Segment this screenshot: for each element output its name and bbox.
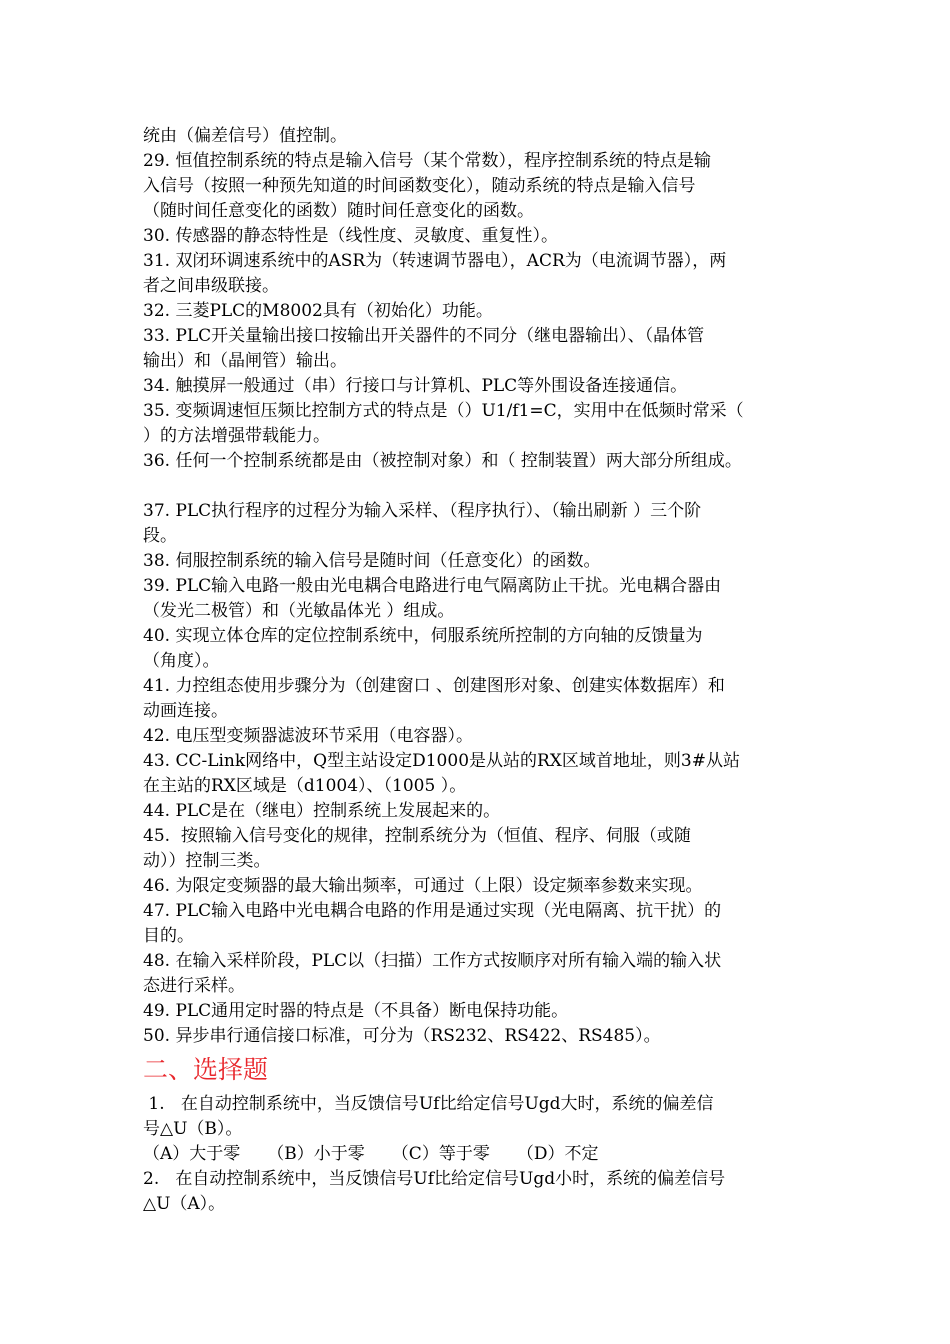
fill-in-item-line: 态进行采样。 [143,976,245,996]
fill-in-item [143,124,823,149]
fill-in-item-line: 30. 传感器的静态特性是（线性度、灵敏度、重复性）。 [143,226,558,246]
fill-in-item [143,374,823,399]
fill-in-item-line: 33. PLC开关量输出接口按输出开关器件的不同分（继电器输出）、（晶体管 [143,326,705,346]
fill-in-item [143,324,823,374]
fill-in-item-line: 35. 变频调速恒压频比控制方式的特点是（）U1/f1=C，实用中在低频时常采（ [143,401,744,421]
fill-in-item-line: 36. 任何一个控制系统都是由（被控制对象）和（ 控制装置）两大部分所组成。 [143,451,742,471]
fill-in-item-line: 输出）和（晶闸管）输出。 [143,351,347,371]
fill-in-item-line: （随时间任意变化的函数）随时间任意变化的函数。 [143,201,534,221]
choice-question-item [143,1092,823,1167]
fill-in-item [143,624,823,674]
fill-in-item-line: 者之间串级联接。 [143,276,279,296]
fill-in-item-line: 40. 实现立体仓库的定位控制系统中，伺服系统所控制的方向轴的反馈量为 [143,626,703,646]
fill-in-item [143,949,823,999]
fill-in-answers-section [143,124,823,1049]
fill-in-item [143,724,823,749]
fill-in-item [143,449,823,499]
choice-questions-section [143,1092,823,1217]
fill-in-item-line: （角度）。 [143,651,220,671]
fill-in-item [143,249,823,299]
fill-in-item-line: 29. 恒值控制系统的特点是输入信号（某个常数），程序控制系统的特点是输 [143,151,711,171]
fill-in-item-line: 31. 双闭环调速系统中的ASR为（转速调节器电），ACR为（电流调节器），两 [143,251,727,271]
fill-in-item [143,799,823,824]
fill-in-item [143,874,823,899]
choice-question-item-line: 2. 在自动控制系统中，当反馈信号Uf比给定信号Ugd小时，系统的偏差信号 [143,1169,726,1189]
fill-in-item [143,399,823,449]
fill-in-item [143,749,823,799]
fill-in-item-line: 34. 触摸屏一般通过（串）行接口与计算机、PLC等外围设备连接通信。 [143,376,688,396]
fill-in-item-line: 39. PLC输入电路一般由光电耦合电路进行电气隔离防止干扰。光电耦合器由 [143,576,722,596]
fill-in-item-line: ）的方法增强带载能力。 [143,426,330,446]
fill-in-item [143,899,823,949]
document-page [143,124,823,1217]
choice-question-item [143,1167,823,1217]
fill-in-item-line: 入信号（按照一种预先知道的时间函数变化），随动系统的特点是输入信号 [143,176,696,196]
fill-in-item-line: （发光二极管）和（光敏晶体光 ）组成。 [143,601,455,621]
fill-in-item-line: 49. PLC通用定时器的特点是（不具备）断电保持功能。 [143,1001,569,1021]
fill-in-item-line [143,474,823,499]
fill-in-item-line: 50. 异步串行通信接口标准，可分为（RS232、RS422、RS485）。 [143,1026,661,1046]
fill-in-item-line: 45. 按照输入信号变化的规律，控制系统分为（恒值、程序、伺服（或随 [143,826,691,846]
fill-in-item [143,1024,823,1049]
fill-in-item-line: 在主站的RX区域是（d1004）、（1005 ）。 [143,776,467,796]
fill-in-item [143,824,823,874]
fill-in-item-line: 47. PLC输入电路中光电耦合电路的作用是通过实现（光电隔离、抗干扰）的 [143,901,722,921]
fill-in-item-line: 段。 [143,526,177,546]
fill-in-item [143,549,823,574]
fill-in-item-line: 目的。 [143,926,194,946]
fill-in-item-line: 43. CC-Link网络中，Q型主站设定D1000是从站的RX区域首地址，则3#从站 [143,751,740,771]
fill-in-item [143,574,823,624]
fill-in-item-line: 42. 电压型变频器滤波环节采用（电容器）。 [143,726,473,746]
choice-question-item-line: 1. 在自动控制系统中，当反馈信号Uf比给定信号Ugd大时，系统的偏差信 [143,1094,714,1114]
fill-in-item-line: 统由（偏差信号）值控制。 [143,126,347,146]
fill-in-item-line: 41. 力控组态使用步骤分为（创建窗口 、创建图形对象、创建实体数据库）和 [143,676,725,696]
fill-in-item [143,224,823,249]
fill-in-item [143,999,823,1024]
choice-question-item-line: 号△U（B）。 [143,1119,243,1139]
fill-in-item-line: 44. PLC是在（继电）控制系统上发展起来的。 [143,801,501,821]
fill-in-item [143,674,823,724]
fill-in-item [143,299,823,324]
fill-in-item [143,149,823,224]
section-heading-choice: 二、选择题 [143,1055,269,1084]
fill-in-item-line: 32. 三菱PLC的M8002具有（初始化）功能。 [143,301,493,321]
choice-question-item-line: （A）大于零 （B）小于零 （C）等于零 （D）不定 [143,1144,599,1164]
fill-in-item-line: 48. 在输入采样阶段，PLC以（扫描）工作方式按顺序对所有输入端的输入状 [143,951,722,971]
fill-in-item-line: 动））控制三类。 [143,851,271,871]
fill-in-item-line: 38. 伺服控制系统的输入信号是随时间（任意变化）的函数。 [143,551,601,571]
choice-question-item-line: △U（A）。 [143,1194,226,1214]
fill-in-item-line: 37. PLC执行程序的过程分为输入采样、（程序执行）、（输出刷新 ）三个阶 [143,501,702,521]
fill-in-item-line: 动画连接。 [143,701,228,721]
fill-in-item-line: 46. 为限定变频器的最大输出频率，可通过（上限）设定频率参数来实现。 [143,876,703,896]
fill-in-item [143,499,823,549]
